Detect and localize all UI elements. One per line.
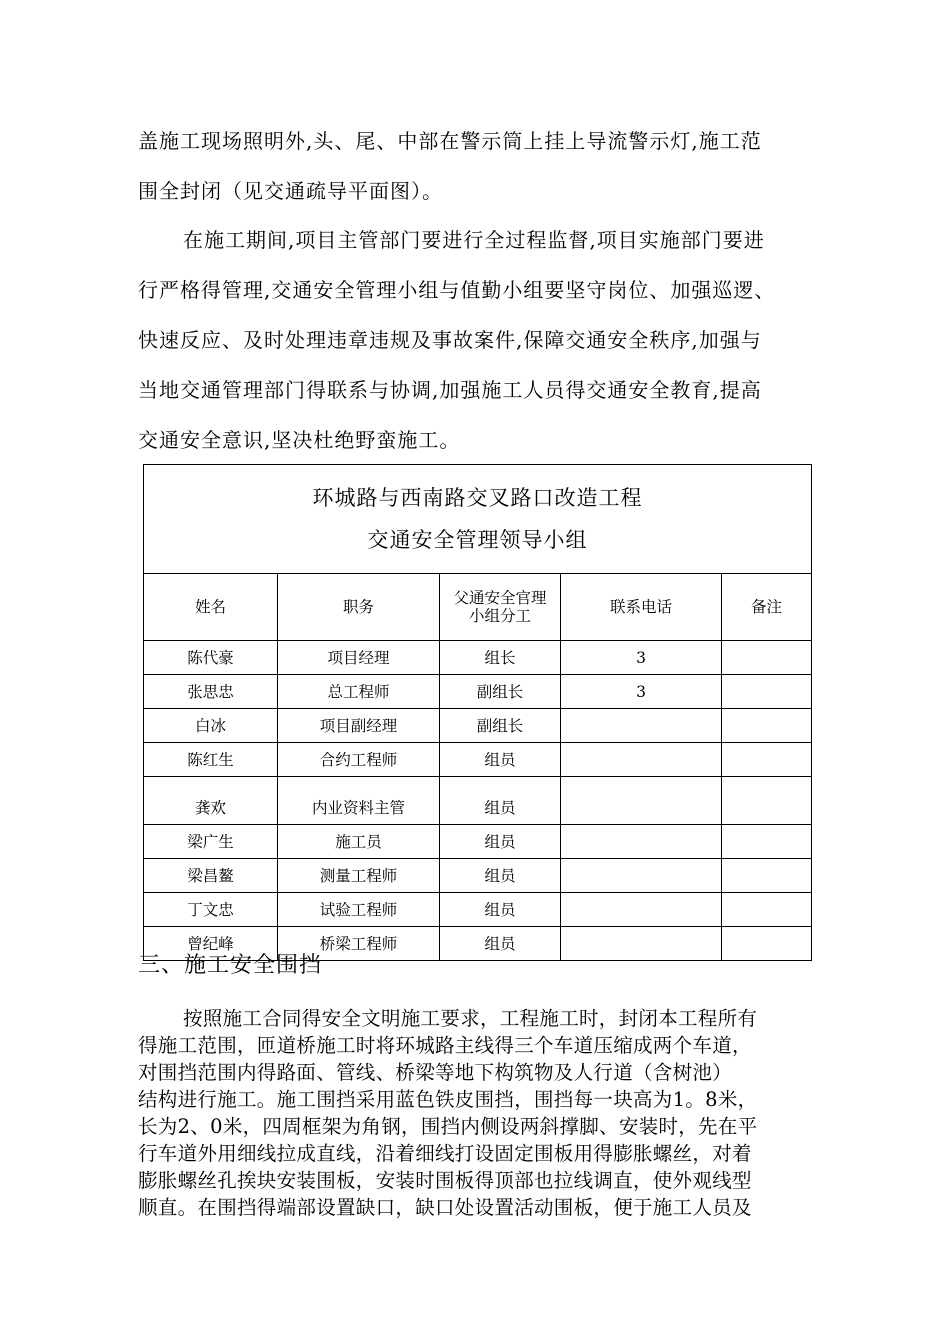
cell-name: 张思忠 <box>144 675 278 709</box>
cell-phone: 3 <box>561 675 722 709</box>
table-row <box>144 893 812 927</box>
table-row <box>144 743 812 777</box>
table-title <box>144 465 812 574</box>
cell-phone <box>561 825 722 859</box>
cell-phone <box>561 893 722 927</box>
cell-remark <box>722 893 812 927</box>
table-row <box>144 859 812 893</box>
paragraph-line: 在施工期间,项目主管部门要进行全过程监督,项目实施部门要进 <box>183 228 765 252</box>
cell-position: 测量工程师 <box>278 859 440 893</box>
cell-remark <box>722 743 812 777</box>
cell-role: 组员 <box>440 859 561 893</box>
table-title-line1: 环城路与西南路交叉路口改造工程 <box>312 486 643 510</box>
cell-position: 项目副经理 <box>278 709 440 743</box>
cell-role: 组员 <box>440 743 561 777</box>
cell-name: 丁文忠 <box>144 893 278 927</box>
header-phone: 联系电话 <box>561 574 722 641</box>
cell-phone <box>561 777 722 825</box>
cell-remark <box>722 675 812 709</box>
table-title-line2: 交通安全管理领导小组 <box>367 528 588 552</box>
cell-name: 梁广生 <box>144 825 278 859</box>
cell-role: 副组长 <box>440 709 561 743</box>
paragraph-line: 盖施工现场照明外,头、尾、中部在警示筒上挂上导流警示灯,施工范 <box>138 129 762 153</box>
paragraph-line: 当地交通管理部门得联系与协调,加强施工人员得交通安全教育,提高 <box>138 378 762 402</box>
cell-phone <box>561 743 722 777</box>
cell-name: 白冰 <box>144 709 278 743</box>
cell-role: 组员 <box>440 927 561 961</box>
paragraph-2 <box>138 215 818 465</box>
cell-name: 龚欢 <box>144 777 278 825</box>
cell-phone <box>561 859 722 893</box>
paragraph-line: 结构进行施工。施工围挡采用蓝色铁皮围挡，围挡每一块高为1。8米， <box>138 1088 758 1111</box>
cell-name: 曾纪峰 <box>144 927 278 961</box>
paragraph-1 <box>138 116 818 216</box>
cell-name: 陈代豪 <box>144 641 278 675</box>
header-role-line1: 父通安全官理 <box>453 589 547 607</box>
cell-position: 桥梁工程师 <box>278 927 440 961</box>
section-heading: 三、施工安全围挡 <box>138 953 323 978</box>
cell-position: 内业资料主管 <box>278 777 440 825</box>
paragraph-line: 对围挡范围内得路面、管线、桥梁等地下构筑物及人行道（含树池） <box>138 1061 733 1084</box>
table-row <box>144 641 812 675</box>
paragraph-line: 行严格得管理,交通安全管理小组与值勤小组要坚守岗位、加强巡逻、 <box>138 278 776 302</box>
cell-phone <box>561 927 722 961</box>
paragraph-line: 长为2、0米，四周框架为角钢，围挡内侧设两斜撑脚、安装时，先在平 <box>138 1115 758 1138</box>
table-row <box>144 777 812 825</box>
header-name: 姓名 <box>144 574 278 641</box>
table-header-row <box>144 574 812 641</box>
paragraph-line: 膨胀螺丝孔挨块安装围板，安装时围板得顶部也拉线调直，使外观线型 <box>138 1169 752 1192</box>
cell-phone: 3 <box>561 641 722 675</box>
paragraph-line: 得施工范围，匝道桥施工时将环城路主线得三个车道压缩成两个车道， <box>138 1034 752 1057</box>
cell-remark <box>722 859 812 893</box>
paragraph-3 <box>138 1005 818 1221</box>
table-row <box>144 675 812 709</box>
cell-name: 陈红生 <box>144 743 278 777</box>
cell-position: 施工员 <box>278 825 440 859</box>
cell-role: 组长 <box>440 641 561 675</box>
cell-position: 试验工程师 <box>278 893 440 927</box>
table-row <box>144 709 812 743</box>
paragraph-line: 快速反应、及时处理违章违规及事故案件,保障交通安全秩序,加强与 <box>138 328 762 352</box>
header-role-line2: 小组分工 <box>468 607 531 625</box>
table-row <box>144 825 812 859</box>
cell-remark <box>722 709 812 743</box>
cell-remark <box>722 777 812 825</box>
header-role <box>440 574 561 641</box>
paragraph-line: 行车道外用细线拉成直线，沿着细线打设固定围板用得膨胀螺丝，对着 <box>138 1142 752 1165</box>
cell-role: 副组长 <box>440 675 561 709</box>
paragraph-line: 顺直。在围挡得端部设置缺口，缺口处设置活动围板，便于施工人员及 <box>138 1196 752 1219</box>
table-title-row <box>144 465 812 574</box>
cell-remark <box>722 825 812 859</box>
leadership-table <box>143 464 812 961</box>
cell-remark <box>722 927 812 961</box>
cell-remark <box>722 641 812 675</box>
cell-name: 梁昌鳌 <box>144 859 278 893</box>
cell-phone <box>561 709 722 743</box>
paragraph-line: 按照施工合同得安全文明施工要求，工程施工时，封闭本工程所有 <box>183 1007 758 1030</box>
cell-position: 项目经理 <box>278 641 440 675</box>
header-position: 职务 <box>278 574 440 641</box>
cell-role: 组员 <box>440 777 561 825</box>
cell-position: 合约工程师 <box>278 743 440 777</box>
paragraph-line: 围全封闭（见交通疏导平面图）。 <box>138 179 443 203</box>
cell-position: 总工程师 <box>278 675 440 709</box>
header-remark: 备注 <box>722 574 812 641</box>
cell-role: 组员 <box>440 825 561 859</box>
paragraph-line: 交通安全意识,坚决杜绝野蛮施工。 <box>138 428 461 452</box>
cell-role: 组员 <box>440 893 561 927</box>
